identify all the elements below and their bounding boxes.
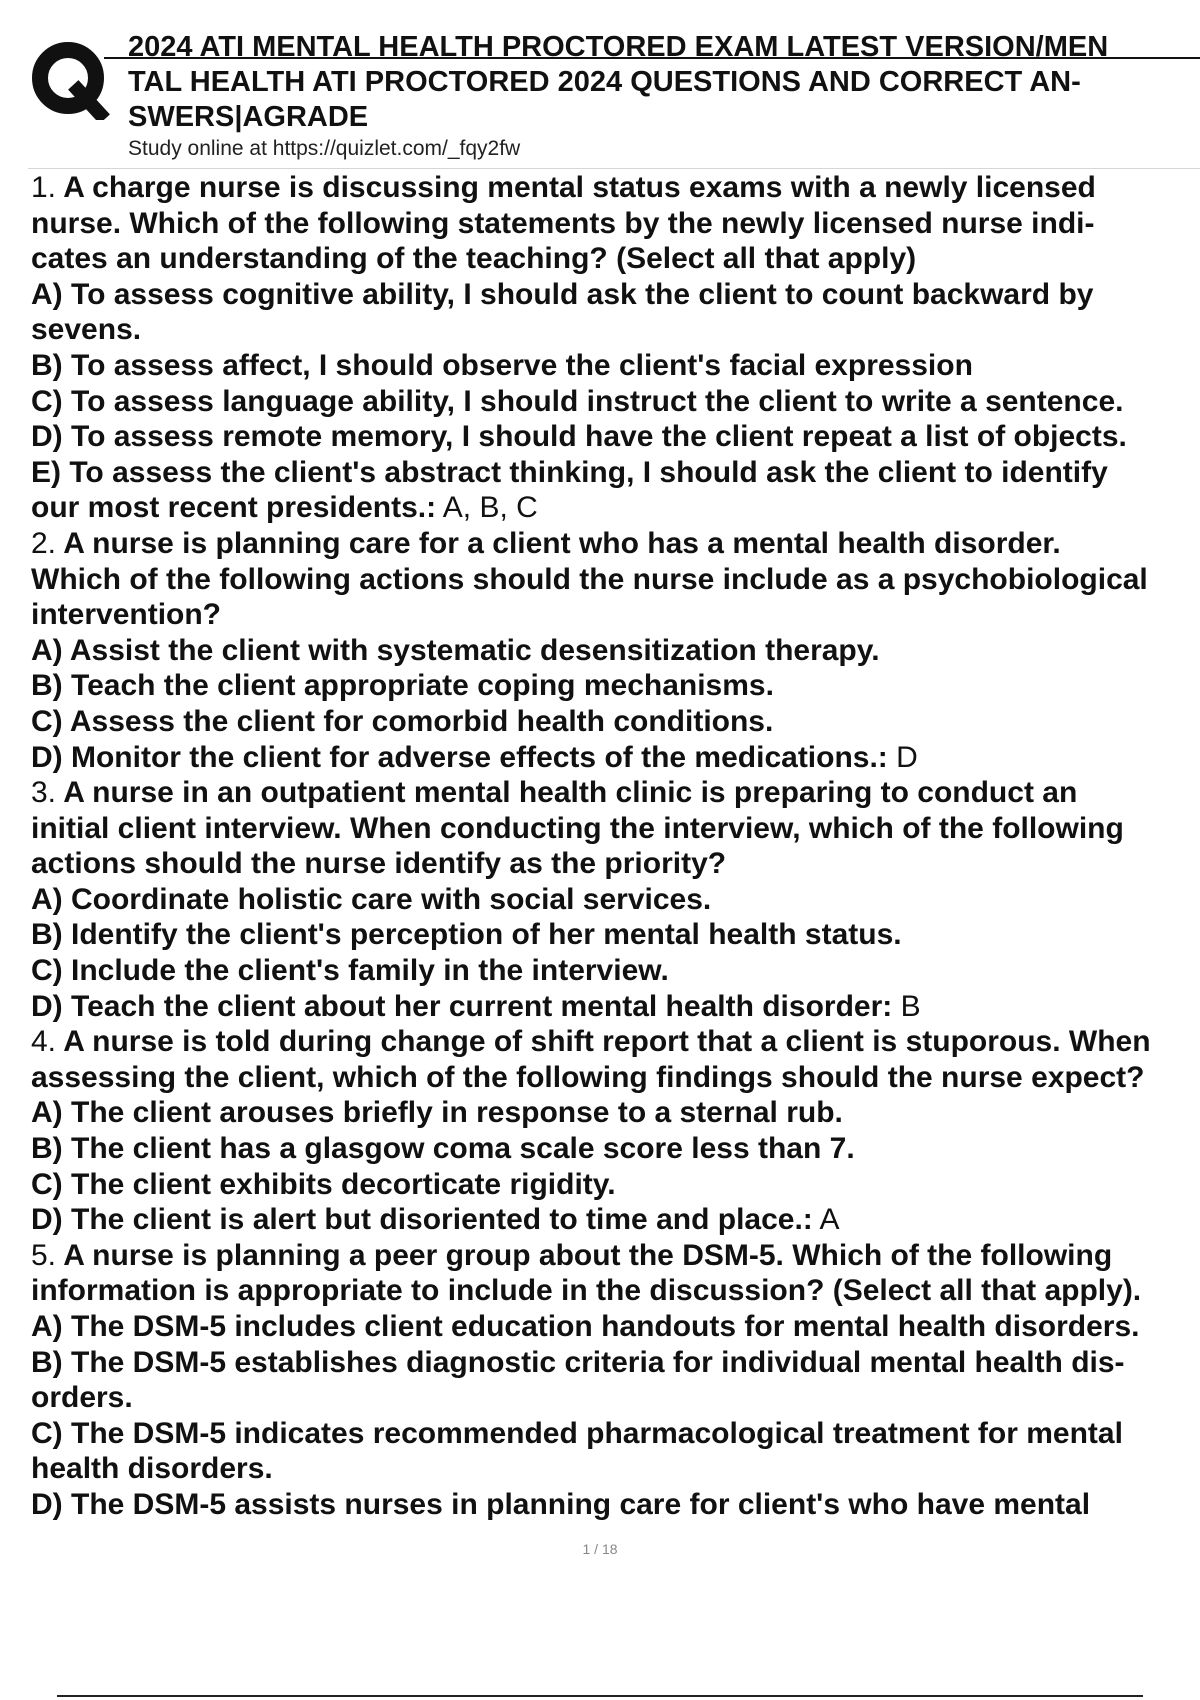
answer-option: A) Coordinate holistic care with social services. — [31, 882, 712, 916]
page-number: 1 / 18 — [582, 1541, 618, 1557]
quizlet-q-logo-icon — [30, 38, 112, 120]
header-divider — [28, 168, 1200, 169]
answer-option: B) To assess affect, I should observe the client's facial expression — [31, 348, 973, 382]
answer-option-last: D) Teach the client about her current mental health disorder: B — [31, 989, 921, 1023]
question-number: 5. — [31, 1238, 57, 1272]
answer-option: orders. — [31, 1381, 133, 1415]
answer-option: B) Identify the client's perception of her mental health status. — [31, 918, 902, 952]
question-number: 3. — [31, 776, 57, 810]
answer-option: C) Assess the client for comorbid health conditions. — [31, 704, 774, 738]
question-stem-line: intervention? — [31, 598, 222, 632]
title-line: TAL HEALTH ATI PROCTORED 2024 QUESTIONS AND CORRECT AN- — [128, 66, 1081, 98]
answer-option: B) The DSM-5 establishes diagnostic criteria for individual mental health dis- — [31, 1345, 1125, 1379]
question-5 — [31, 1238, 1200, 1523]
question-stem-line: 1. A charge nurse is discussing mental status exams with a newly licensed — [31, 171, 1096, 204]
correct-answer: A — [812, 1203, 840, 1237]
question-stem-line: initial client interview. When conducting the interview, which of the following — [31, 811, 1124, 845]
answer-option: sevens. — [31, 313, 142, 347]
question-number: 2. — [31, 526, 57, 560]
question-stem-line: Which of the following actions should the nurse include as a psychobiological — [31, 562, 1148, 596]
answer-option: C) The client exhibits decorticate rigidity. — [31, 1167, 616, 1201]
answer-option: C) To assess language ability, I should instruct the client to write a sentence. — [31, 384, 1124, 418]
answer-option-last: D) The DSM-5 assists nurses in planning care for client's who have mental — [31, 1487, 1091, 1521]
answer-option: A) Assist the client with systematic desensitization therapy. — [31, 633, 880, 667]
answer-option-last: our most recent presidents.: A, B, C — [31, 491, 538, 525]
answer-option: E) To assess the client's abstract thinking, I should ask the client to identify — [31, 455, 1108, 489]
answer-option: A) The DSM-5 includes client education handouts for mental health disorders. — [31, 1310, 1140, 1343]
answer-option: C) The DSM-5 indicates recommended pharmacological treatment for mental — [31, 1416, 1123, 1450]
question-stem-line: 4. A nurse is told during change of shift report that a client is stuporous. When — [31, 1025, 1151, 1059]
answer-option: health disorders. — [31, 1452, 273, 1486]
question-stem-line: cates an understanding of the teaching? (Select all that apply) — [31, 242, 917, 276]
document-title — [128, 30, 1200, 135]
answer-option: A) To assess cognitive ability, I should ask the client to count backward by — [31, 277, 1094, 311]
question-stem-line: nurse. Which of the following statements by the newly licensed nurse indi- — [31, 206, 1095, 240]
answer-option: D) To assess remote memory, I should have the client repeat a list of objects. — [31, 420, 1127, 454]
footer-rule — [57, 1695, 1143, 1697]
answer-option: A) The client arouses briefly in response to a sternal rub. — [31, 1096, 843, 1130]
question-stem-line: 5. A nurse is planning a peer group about the DSM-5. Which of the following — [31, 1238, 1113, 1272]
question-number: 4. — [31, 1025, 57, 1059]
question-stem-line: 2. A nurse is planning care for a client who has a mental health disorder. — [31, 526, 1061, 560]
answer-option: B) The client has a glasgow coma scale score less than 7. — [31, 1132, 855, 1166]
correct-answer: D — [887, 740, 918, 774]
question-list — [31, 170, 1200, 1523]
correct-answer: A, B, C — [436, 491, 538, 525]
question-1 — [31, 170, 1200, 526]
title-line: 2024 ATI MENTAL HEALTH PROCTORED EXAM LATEST VERSION/MEN — [128, 31, 1109, 63]
question-stem-line: 3. A nurse in an outpatient mental health clinic is preparing to conduct an — [31, 776, 1078, 810]
question-3 — [31, 775, 1200, 1024]
correct-answer: B — [892, 989, 921, 1023]
question-stem-line: assessing the client, which of the following findings should the nurse expect? — [31, 1060, 1145, 1094]
question-number: 1. — [31, 171, 57, 204]
answer-option: C) Include the client's family in the interview. — [31, 954, 669, 988]
question-4 — [31, 1024, 1200, 1238]
answer-option-last: D) The client is alert but disoriented to time and place.: A — [31, 1203, 840, 1237]
title-line: SWERS|AGRADE — [128, 101, 369, 133]
answer-option: B) Teach the client appropriate coping mechanisms. — [31, 669, 774, 703]
question-2 — [31, 526, 1200, 775]
study-online-link[interactable]: Study online at https://quizlet.com/_fqy2fw — [128, 137, 521, 160]
answer-option-last: D) Monitor the client for adverse effects of the medications.: D — [31, 740, 918, 774]
question-stem-line: actions should the nurse identify as the priority? — [31, 847, 727, 881]
question-stem-line: information is appropriate to include in the discussion? (Select all that apply). — [31, 1274, 1142, 1308]
